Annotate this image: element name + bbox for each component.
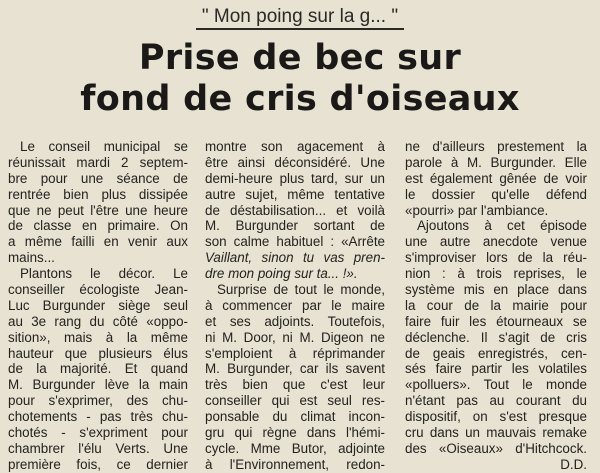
text-line: conseiller écologiste Jean-: [8, 282, 188, 298]
text-line: ni M. Door, ni M. Digeon ne: [205, 329, 385, 345]
text-line: chotements - pas très chu-: [8, 409, 188, 425]
text-line: parole à M. Burgunder. Elle: [405, 154, 587, 170]
text-line: de déstabilisation... et voilà: [205, 202, 385, 218]
text-line: s'improviser lors de la réu-: [405, 250, 587, 266]
text-line: ne d'ailleurs prestement la: [405, 139, 587, 154]
text-line: au 3e rang du côté «oppo-: [8, 313, 188, 329]
text-line: très bien que c'est leur: [205, 377, 385, 393]
text-line: gru qui règne dans l'hémi-: [205, 425, 385, 441]
headline: [0, 38, 600, 120]
text-line: et ses adjoints. Toutefois,: [205, 313, 385, 329]
headline-line-1: Prise de bec sur: [138, 38, 462, 78]
text-line: autre sujet, même tentative: [205, 186, 385, 202]
text-line: M. Burgunder, car ils savent: [205, 361, 385, 377]
text-line: Surprise de tout le monde,: [217, 282, 385, 298]
kicker-text: " Mon poing sur la g... ": [196, 6, 404, 30]
text-line: de la majorité. Et quand: [8, 361, 188, 377]
text-line: Luc Burgunder siège seul: [8, 297, 188, 313]
text-line: son calme habituel : «Arrête: [205, 234, 385, 250]
text-line: cru dans un mauvais remake: [405, 425, 587, 441]
text-line: «polluers». Tout le monde: [405, 377, 587, 393]
text-line: «pourri» par l'ambiance.: [405, 202, 549, 218]
text-line: conseiller qui est seul res-: [205, 393, 385, 409]
text-line: Vaillant, sinon tu vas pren-: [205, 250, 385, 266]
headline-line-2: fond de cris d'oiseaux: [80, 79, 520, 119]
text-line: nion : à trois reprises, le: [405, 266, 587, 282]
text-line: Le conseil municipal se: [20, 139, 188, 154]
text-line: Plantons le décor. Le: [20, 266, 188, 282]
text-line: demi-heure plus tard, sur un: [205, 170, 385, 186]
text-line: M. Burgunder sortant de: [205, 218, 385, 234]
text-line: Ajoutons à cet épisode: [417, 218, 587, 234]
text-line: bre pour une séance de: [8, 170, 188, 186]
text-line: rentrée bien plus dissipée: [8, 186, 188, 202]
text-line: que ne peut l'être une heure: [8, 202, 188, 218]
text-line: s'emploient à réprimander: [205, 345, 385, 361]
kicker: [0, 6, 600, 28]
text-line: la cour de la mairie pour: [405, 297, 587, 313]
text-line: mains...: [8, 250, 55, 266]
text-line: montre son agacement à: [205, 139, 385, 154]
text-line: n'étant pas au courant du: [405, 393, 587, 409]
text-line: sition», mais à la même: [8, 329, 188, 345]
text-line: pour s'exprimer, des chu-: [8, 393, 188, 409]
author-signature: D.D.: [560, 456, 587, 472]
text-line: sés faire partir les volatiles: [405, 361, 587, 377]
text-line: chotés - s'expriment pour: [8, 425, 188, 441]
text-line: une autre anecdote venue: [405, 234, 587, 250]
text-line: réunissait mardi 2 septem-: [8, 154, 188, 170]
text-line: a même failli en venir aux: [8, 234, 188, 250]
text-line: ponsable du climat incon-: [205, 409, 385, 425]
article-column-3: [405, 139, 587, 473]
text-line: être ainsi déconsidéré. Une: [205, 154, 385, 170]
text-line: dispositif, on s'est presque: [405, 409, 587, 425]
text-line: M. Burgunder lève la main: [8, 377, 188, 393]
text-line: système mis en place dans: [405, 282, 587, 298]
text-line: déclenche. Il s'agit de cris: [405, 329, 587, 345]
text-line: de geais enregistrés, cen-: [405, 345, 587, 361]
text-line: hauteur que plusieurs élus: [8, 345, 188, 361]
text-line: est également gênée de voir: [405, 170, 587, 186]
text-line: à commencer par le maire: [205, 297, 385, 313]
text-line: dre mon poing sur ta... !».: [205, 266, 358, 282]
text-line: de classe en primaire. On: [8, 218, 188, 234]
text-line: cycle. Mme Butor, adjointe: [205, 440, 385, 456]
text-line: chambrer l'élu Verts. Une: [8, 440, 188, 456]
article-column-2: [205, 139, 385, 473]
article-column-1: [8, 139, 188, 473]
text-line: faire fuir les étourneaux se: [405, 313, 587, 329]
text-line: le dossier qu'elle défend: [405, 186, 587, 202]
text-line: des «Oiseaux» d'Hitchcock.: [405, 440, 587, 456]
text-line: à l'Environnement, redon-: [205, 456, 385, 472]
text-line: première fois, ce dernier: [8, 456, 188, 472]
